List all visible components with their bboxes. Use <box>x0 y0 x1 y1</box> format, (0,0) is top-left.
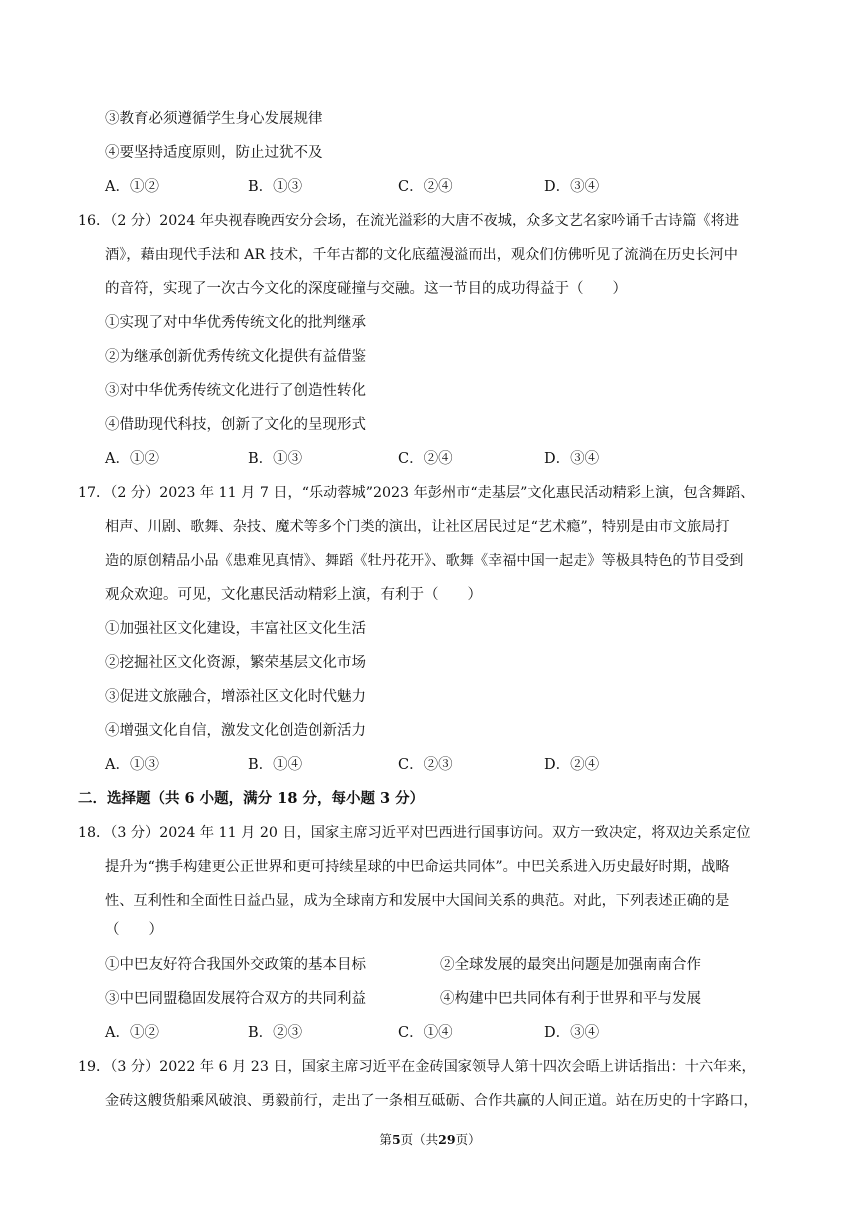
q18-stem-line-1: 18．（3 分）2024 年 11 月 20 日，国家主席习近平对巴西进行国事访问。双方一致决定，将双边关系定位 <box>78 825 751 841</box>
q16-item-4: ④借助现代科技，创新了文化的呈现形式 <box>105 417 366 433</box>
q16-item-1: ①实现了对中华优秀传统文化的批判继承 <box>105 315 366 331</box>
q17-item-3: ③促进文旅融合，增添社区文化时代魅力 <box>105 689 366 705</box>
q16-option-a: A．①② <box>105 451 159 467</box>
q18-item-3: ③中巴同盟稳固发展符合双方的共同利益 <box>105 991 366 1007</box>
q16-item-3: ③对中华优秀传统文化进行了创造性转化 <box>105 383 366 399</box>
q16-option-d: D．③④ <box>544 451 600 467</box>
q18-option-d: D．③④ <box>544 1025 600 1041</box>
q15-option-d: D．③④ <box>544 179 600 195</box>
q17-option-b: B．①④ <box>248 757 303 773</box>
q17-stem-line-1: 17．（2 分）2023 年 11 月 7 日，“乐动蓉城”2023 年彭州市“走基层”文化惠民活动精彩上演，包含舞蹈、 <box>78 485 755 501</box>
q16-item-2: ②为继承创新优秀传统文化提供有益借鉴 <box>105 349 366 365</box>
q18-stem-line-2: 提升为“携手构建更公正世界和更可持续星球的中巴命运共同体”。中巴关系进入历史最好时期，战略 <box>105 859 730 875</box>
section-heading: 二．选择题（共 6 小题，满分 18 分，每小题 3 分） <box>78 790 425 807</box>
footer-page-number: 5 <box>391 1132 401 1147</box>
q18-item-4: ④构建中巴共同体有利于世界和平与发展 <box>440 991 701 1007</box>
q16-stem-line-2: 酒》，藉由现代手法和 AR 技术，千年古都的文化底蕴漫溢而出，观众们仿佛听见了流淌在历史长河中 <box>105 247 738 263</box>
q17-item-2: ②挖掘社区文化资源，繁荣基层文化市场 <box>105 655 366 671</box>
q17-stem-line-2: 相声、川剧、歌舞、杂技、魔术等多个门类的演出，让社区居民过足“艺术瘾”，特别是由市文旅局打 <box>105 519 730 535</box>
q17-stem-line-3: 造的原创精品小品《患难见真情》、舞蹈《牡丹花开》、歌舞《幸福中国一起走》等极具特色的节目受到 <box>105 553 744 569</box>
q16-option-b: B．①③ <box>248 451 303 467</box>
q17-option-a: A．①③ <box>105 757 159 773</box>
q17-option-d: D．②④ <box>544 757 600 773</box>
q17-stem-line-4: 观众欢迎。可见，文化惠民活动精彩上演，有利于（ ） <box>105 587 482 603</box>
q19-stem-line-1: 19．（3 分）2022 年 6 月 23 日，国家主席习近平在金砖国家领导人第十四次会晤上讲话指出：十六年来， <box>78 1059 756 1075</box>
q15-option-b: B．①③ <box>248 179 303 195</box>
q18-stem-line-3: 性、互利性和全面性日益凸显，成为全球南方和发展中大国间关系的典范。对此，下列表述正确的是 <box>105 893 730 909</box>
q18-item-2: ②全球发展的最突出问题是加强南南合作 <box>440 957 701 973</box>
q18-item-1: ①中巴友好符合我国外交政策的基本目标 <box>105 957 366 973</box>
footer-total-pages: 29 <box>438 1132 456 1147</box>
q18-option-a: A．①② <box>105 1025 159 1041</box>
q16-option-c: C．②④ <box>398 451 453 467</box>
footer-prefix: 第 <box>379 1132 392 1147</box>
footer-suffix: 页） <box>455 1132 481 1147</box>
footer-mid: 页（共 <box>400 1132 439 1147</box>
q17-option-c: C．②③ <box>398 757 453 773</box>
q16-stem-line-1: 16．（2 分）2024 年央视春晚西安分会场，在流光溢彩的大唐不夜城，众多文艺名家吟诵千古诗篇《将进 <box>78 213 739 229</box>
q17-item-1: ①加强社区文化建设，丰富社区文化生活 <box>105 621 366 637</box>
q18-option-c: C．①④ <box>398 1025 453 1041</box>
page-footer <box>0 1131 860 1149</box>
q15-option-a: A．①② <box>105 179 159 195</box>
q15-option-c: C．②④ <box>398 179 453 195</box>
q16-stem-line-3: 的音符，实现了一次古今文化的深度碰撞与交融。这一节目的成功得益于（ ） <box>105 281 627 297</box>
q18-option-b: B．②③ <box>248 1025 303 1041</box>
q19-stem-line-2: 金砖这艘货船乘风破浪、勇毅前行，走出了一条相互砥砺、合作共赢的人间正道。站在历史的十字路口， <box>105 1093 758 1109</box>
q15-item-4: ④要坚持适度原则，防止过犹不及 <box>105 145 323 161</box>
q15-item-3: ③教育必须遵循学生身心发展规律 <box>105 111 323 127</box>
q18-stem-line-4: （ ） <box>105 922 163 938</box>
q17-item-4: ④增强文化自信，激发文化创造创新活力 <box>105 723 366 739</box>
